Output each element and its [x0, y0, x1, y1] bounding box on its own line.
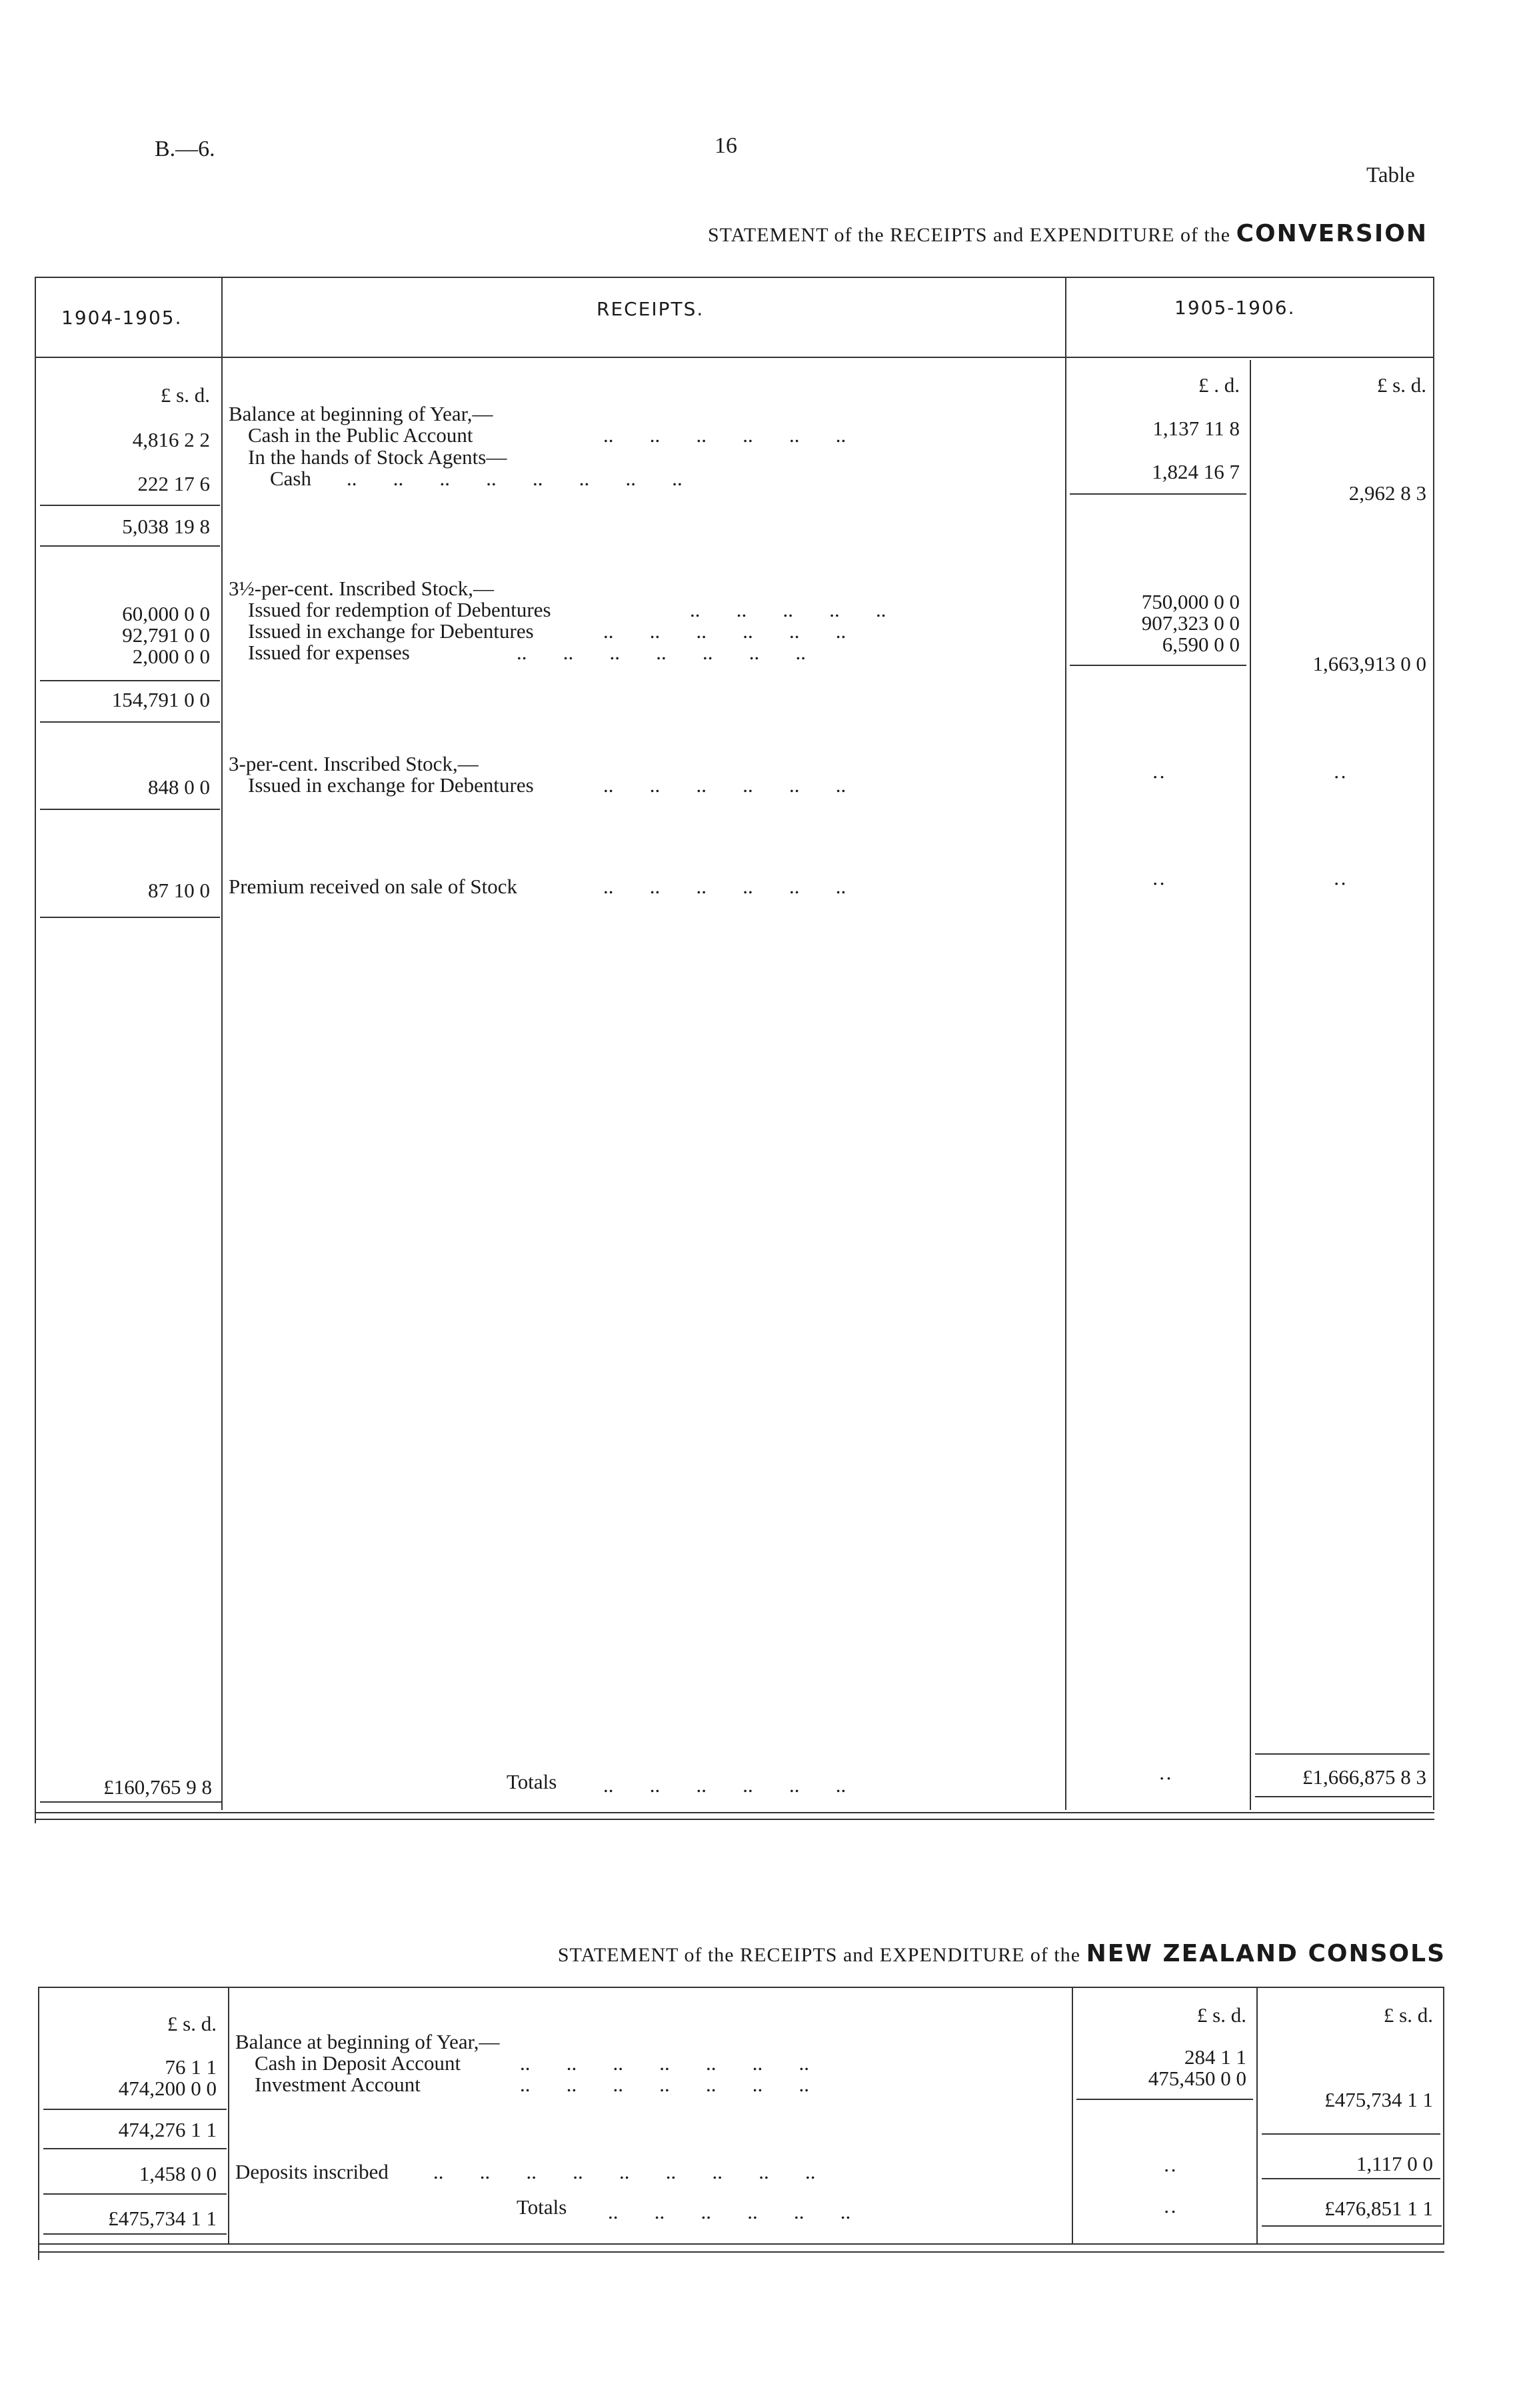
label-investment-account: Investment Account — [255, 2073, 421, 2096]
column-divider — [1072, 1987, 1073, 2243]
leader-dots: .. .. .. .. .. .. .. — [520, 2073, 809, 2096]
statement1-title: STATEMENT of the RECEIPTS and EXPENDITURE of the CONVERSION — [707, 220, 1428, 247]
blank-curr-stock3: ·· — [1152, 765, 1166, 789]
value-curr-balance-total: £475,734 1 1 — [1324, 2088, 1433, 2111]
leader-dots: .. .. .. .. .. .. — [603, 1773, 846, 1797]
label-deposits-inscribed: Deposits inscribed — [235, 2160, 389, 2183]
value-prev-redemption: 60,000 0 0 — [122, 602, 210, 625]
unit-header-prev: £ s. d. — [167, 2012, 217, 2035]
subtotal-rule — [1262, 2178, 1440, 2179]
blank-curr-total: ·· — [1163, 2200, 1177, 2223]
label-cash-public-account: Cash in the Public Account — [248, 423, 473, 447]
label-stock-agents: In the hands of Stock Agents— — [248, 445, 507, 469]
value-prev-stock35-total: 154,791 0 0 — [111, 688, 210, 711]
leader-dots: .. .. .. .. .. .. .. .. — [347, 467, 683, 490]
value-prev-balance-total: 5,038 19 8 — [122, 515, 210, 538]
value-curr-expenses: 6,590 0 0 — [1162, 633, 1240, 656]
subtotal-rule — [43, 2148, 227, 2149]
subtotal-rule — [40, 545, 220, 547]
subtotal-rule — [40, 680, 220, 681]
table-rule — [35, 277, 36, 1823]
value-prev-expenses: 2,000 0 0 — [132, 645, 210, 668]
value-curr-total: £1,666,875 8 3 — [1302, 1765, 1426, 1789]
value-prev-stock3: 848 0 0 — [148, 775, 210, 799]
blank-curr-premium-total: ·· — [1333, 872, 1347, 895]
subtotal-rule — [40, 809, 220, 810]
table-rule — [35, 277, 1434, 278]
table-rule — [35, 357, 1434, 358]
value-prev-balance-total: 474,276 1 1 — [118, 2118, 217, 2141]
blank-curr-premium: ·· — [1152, 872, 1166, 895]
column-divider — [228, 1987, 229, 2243]
subtotal-rule — [1076, 2099, 1253, 2100]
blank-curr-total: ·· — [1158, 1767, 1172, 1790]
value-curr-deposits: 1,117 0 0 — [1356, 2152, 1433, 2175]
statement2-title: STATEMENT of the RECEIPTS and EXPENDITURE of the NEW ZEALAND CONSOLS — [557, 1940, 1446, 1967]
value-curr-exchange: 907,323 0 0 — [1141, 611, 1240, 635]
leader-dots: .. .. .. .. .. .. .. — [520, 2051, 809, 2075]
leader-dots: .. .. .. .. .. .. — [603, 423, 846, 447]
label-totals: Totals — [507, 1770, 557, 1793]
label-balance-heading: Balance at beginning of Year,— — [235, 2030, 500, 2053]
document-reference: B.—6. — [155, 137, 215, 161]
page-number: 16 — [715, 133, 737, 158]
label-totals: Totals — [517, 2195, 567, 2219]
column-divider — [1256, 1987, 1258, 2243]
subtotal-rule — [40, 721, 220, 723]
label-stock35-heading: 3½-per-cent. Inscribed Stock,— — [229, 577, 494, 600]
value-prev-premium: 87 10 0 — [148, 879, 210, 902]
label-stock35-expenses: Issued for expenses — [248, 641, 410, 664]
subtotal-rule — [1262, 2133, 1440, 2135]
total-rule — [40, 1801, 221, 1803]
value-curr-cash-deposit: 284 1 1 — [1184, 2045, 1246, 2069]
leader-dots: .. .. .. .. .. .. — [603, 773, 846, 797]
table-rule — [1443, 1987, 1444, 2243]
value-curr-total: £476,851 1 1 — [1324, 2197, 1433, 2220]
col-header-receipts: RECEIPTS. — [597, 298, 705, 320]
value-prev-cash: 222 17 6 — [137, 472, 210, 495]
leader-dots: .. .. .. .. .. .. — [603, 875, 846, 898]
total-rule — [43, 2233, 227, 2235]
unit-header-prev: £ s. d. — [160, 383, 210, 407]
value-prev-cash-deposit: 76 1 1 — [165, 2055, 217, 2079]
table-rule — [38, 1987, 39, 2260]
table-label: Table — [1366, 163, 1415, 187]
column-divider — [1250, 360, 1251, 1810]
leader-dots: .. .. .. .. .. .. — [608, 2200, 851, 2223]
table-bottom-rule — [35, 1812, 1434, 1813]
value-curr-cash: 1,824 16 7 — [1152, 460, 1240, 483]
value-prev-total: £475,734 1 1 — [108, 2207, 217, 2230]
subtotal-rule — [40, 917, 220, 918]
table-bottom-rule — [38, 2243, 1444, 2245]
label-stock35-redemption: Issued for redemption of Debentures — [248, 598, 551, 621]
value-prev-cash-public: 4,816 2 2 — [132, 428, 210, 451]
value-curr-investment: 475,450 0 0 — [1148, 2067, 1246, 2090]
value-curr-redemption: 750,000 0 0 — [1141, 590, 1240, 613]
blank-curr-stock3-total: ·· — [1333, 765, 1347, 789]
value-prev-exchange: 92,791 0 0 — [122, 623, 210, 647]
col-header-1904-1905: 1904-1905. — [61, 307, 183, 329]
label-stock35-exchange: Issued in exchange for Debentures — [248, 619, 534, 643]
blank-curr-deposits: ·· — [1163, 2159, 1177, 2182]
unit-header-curr1: £ s. d. — [1196, 2003, 1246, 2027]
subtotal-rule — [40, 505, 220, 506]
value-prev-investment: 474,200 0 0 — [118, 2077, 217, 2100]
label-cash-deposit-account: Cash in Deposit Account — [255, 2051, 461, 2075]
value-prev-deposits: 1,458 0 0 — [139, 2162, 217, 2185]
column-divider — [221, 277, 223, 1810]
leader-dots: .. .. .. .. .. .. — [603, 619, 846, 643]
value-curr-cash-public: 1,137 11 8 — [1152, 417, 1240, 440]
column-divider — [1065, 277, 1066, 1810]
unit-header-curr2: £ s. d. — [1376, 373, 1426, 397]
label-premium: Premium received on sale of Stock — [229, 875, 518, 898]
total-rule — [1255, 1796, 1432, 1797]
value-prev-total: £160,765 9 8 — [103, 1775, 212, 1799]
col-header-1905-1906: 1905-1906. — [1174, 297, 1296, 319]
leader-dots: .. .. .. .. .. .. .. .. .. — [433, 2160, 816, 2183]
value-curr-stock35-total: 1,663,913 0 0 — [1312, 652, 1426, 675]
subtotal-rule — [1070, 665, 1246, 666]
leader-dots: .. .. .. .. .. .. .. — [517, 641, 806, 664]
unit-header-curr2: £ s. d. — [1383, 2003, 1433, 2027]
subtotal-rule — [43, 2193, 227, 2195]
table-rule — [38, 1987, 1444, 1988]
subtotal-rule — [1255, 1753, 1430, 1755]
table-rule — [1433, 277, 1434, 1810]
unit-header-curr1: £ . d. — [1198, 373, 1240, 397]
total-rule — [1262, 2225, 1442, 2227]
label-stock3-heading: 3-per-cent. Inscribed Stock,— — [229, 752, 479, 775]
label-balance-heading: Balance at beginning of Year,— — [229, 402, 493, 425]
label-stock3-exchange: Issued in exchange for Debentures — [248, 773, 534, 797]
label-cash: Cash — [270, 467, 311, 490]
subtotal-rule — [43, 2109, 227, 2110]
value-curr-balance-total: 2,962 8 3 — [1348, 481, 1426, 505]
subtotal-rule — [1070, 493, 1246, 495]
table-bottom-rule — [38, 2251, 1444, 2253]
table-bottom-rule — [35, 1819, 1434, 1820]
leader-dots: .. .. .. .. .. — [690, 598, 886, 621]
